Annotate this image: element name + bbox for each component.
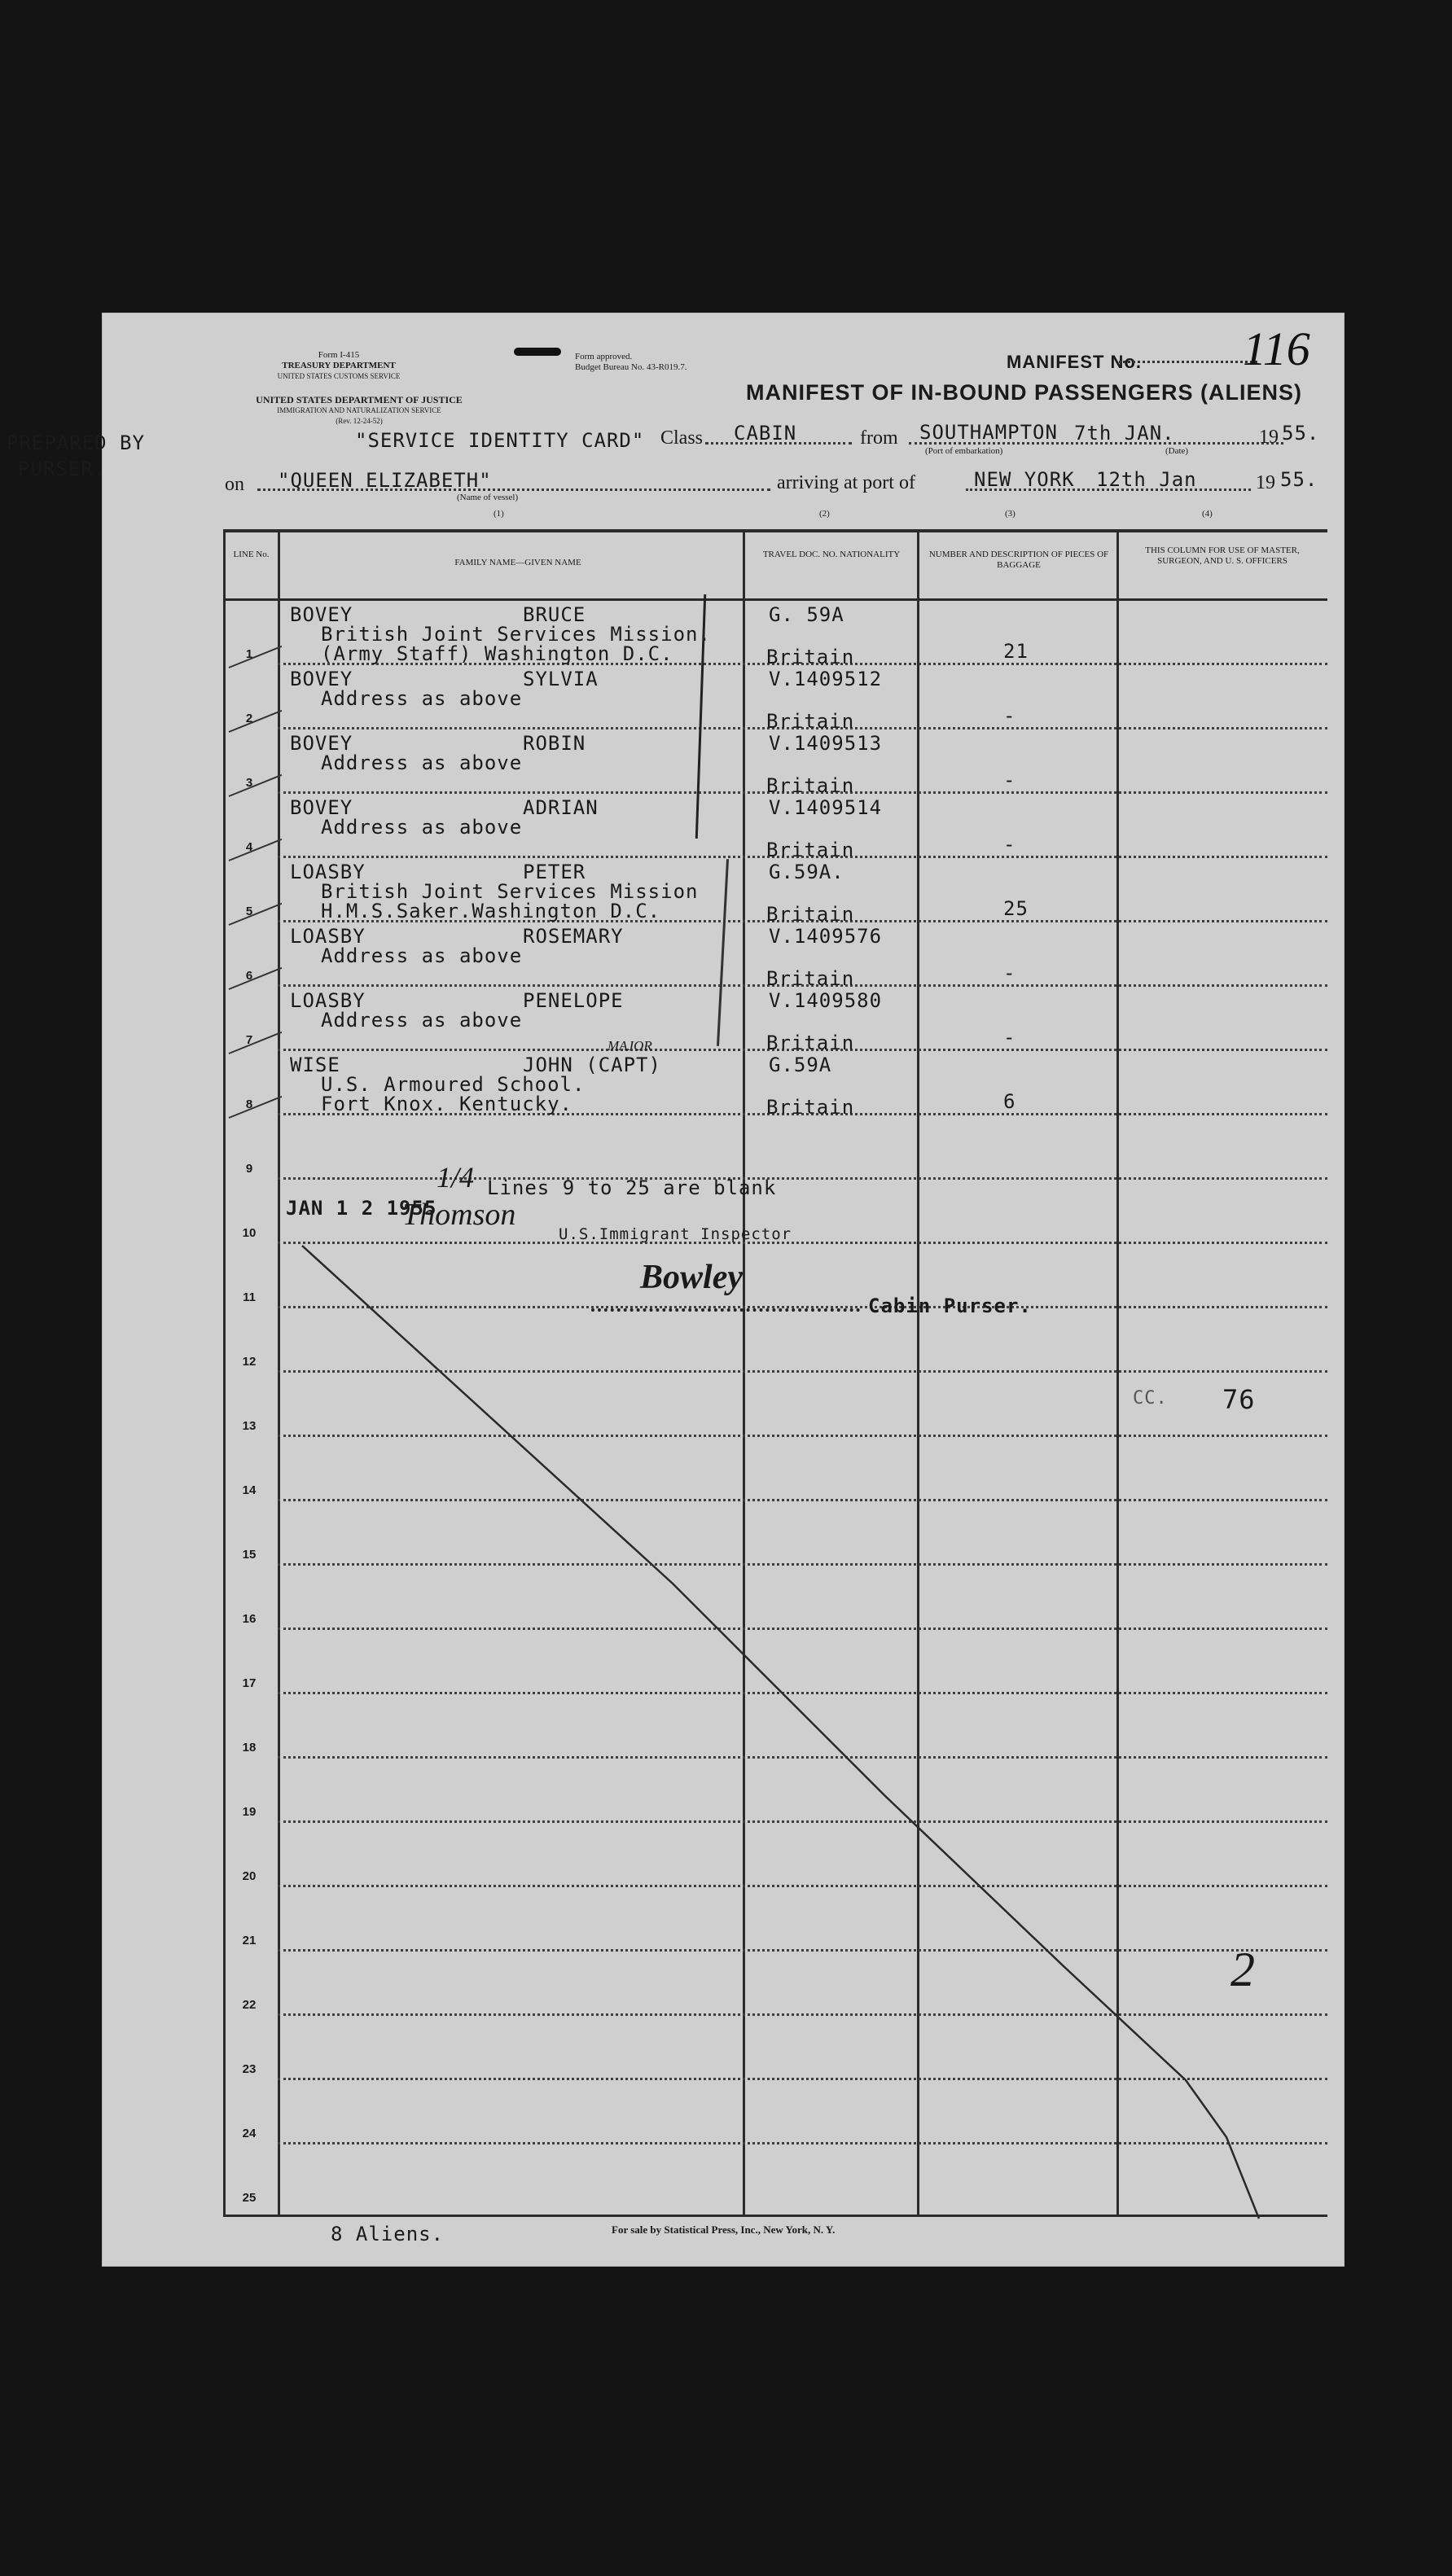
from-caption: (Port of embarkation) xyxy=(925,446,1003,456)
nationality: Britain xyxy=(766,774,855,797)
header-travel-doc: TRAVEL DOC. NO. NATIONALITY xyxy=(762,550,901,559)
row-number: 25 xyxy=(242,2191,257,2205)
family-name: LOASBY xyxy=(290,989,366,1012)
nationality: Britain xyxy=(766,839,855,861)
year-prefix: 19 xyxy=(1259,427,1279,448)
col-1-number: (1) xyxy=(494,509,504,519)
arrival-year: 55. xyxy=(1280,468,1318,491)
given-name: ROSEMARY xyxy=(523,925,624,948)
row-number: 5 xyxy=(245,905,253,918)
customs-label: UNITED STATES CUSTOMS SERVICE xyxy=(277,372,401,380)
nationality: Britain xyxy=(766,903,855,926)
row-number: 21 xyxy=(242,1934,257,1947)
family-name: BOVEY xyxy=(290,732,353,755)
row-number: 23 xyxy=(242,2062,257,2076)
nationality: Britain xyxy=(766,646,855,668)
address-line: Address as above xyxy=(321,816,523,839)
row-number: 24 xyxy=(242,2127,257,2140)
initials-mark: 1/4 xyxy=(436,1161,475,1194)
major-correction: MAJOR xyxy=(608,1038,652,1054)
form-approved: Form approved. xyxy=(575,352,633,361)
baggage-count: - xyxy=(1003,1026,1016,1049)
family-name: BOVEY xyxy=(290,668,353,690)
on-label: on xyxy=(225,474,244,495)
year-value: 55. xyxy=(1282,422,1320,445)
address-line: Address as above xyxy=(321,751,523,774)
row-number: 17 xyxy=(242,1676,257,1690)
family-name: BOVEY xyxy=(290,603,353,626)
manifest-title: MANIFEST OF IN-BOUND PASSENGERS (ALIENS) xyxy=(746,380,1303,405)
inspector-signature: Thomson xyxy=(402,1198,516,1232)
travel-doc: G.59A. xyxy=(769,861,844,883)
row-number: 11 xyxy=(243,1290,256,1304)
form-number: Form I-415 xyxy=(318,350,360,360)
departure-date: 7th JAN. xyxy=(1074,422,1175,445)
row-number: 19 xyxy=(242,1805,257,1819)
address-line: Address as above xyxy=(321,1009,523,1032)
manifest-no-value: 116 xyxy=(1243,322,1310,375)
arrival-year-prefix: 19 xyxy=(1256,472,1275,493)
row-number: 16 xyxy=(242,1612,257,1626)
baggage-count: 25 xyxy=(1003,897,1029,920)
aliens-total: 8 Aliens. xyxy=(331,2223,445,2245)
manifest-sheet xyxy=(7,313,1344,2266)
row-number: 14 xyxy=(242,1483,257,1497)
travel-doc: G.59A xyxy=(769,1054,832,1076)
baggage-count: - xyxy=(1003,833,1016,856)
cabin-purser-label: Cabin Purser. xyxy=(868,1295,1032,1317)
row-number: 8 xyxy=(245,1097,253,1111)
cancel-stroke xyxy=(103,313,1344,2266)
travel-doc: V.1409513 xyxy=(769,732,883,755)
travel-doc: V.1409580 xyxy=(769,989,883,1012)
given-name: BRUCE xyxy=(523,603,586,626)
header-name: FAMILY NAME—GIVEN NAME xyxy=(454,558,581,567)
ins-label: IMMIGRATION AND NATURALIZATION SERVICE xyxy=(277,406,441,414)
baggage-count: - xyxy=(1003,704,1016,727)
baggage-count: 21 xyxy=(1003,640,1029,663)
arriving-label: arriving at port of xyxy=(777,472,915,493)
family-name: WISE xyxy=(290,1054,340,1076)
given-name: SYLVIA xyxy=(523,668,599,690)
col-3-number: (3) xyxy=(1005,509,1016,519)
row-number: 13 xyxy=(242,1419,257,1433)
row-number: 10 xyxy=(242,1226,257,1240)
row-number: 18 xyxy=(242,1741,257,1755)
inspection-stamp-date: JAN 1 2 1955 xyxy=(286,1197,437,1220)
nationality: Britain xyxy=(766,710,855,733)
address-line: H.M.S.Saker.Washington D.C. xyxy=(321,900,661,922)
col-2-number: (2) xyxy=(819,509,830,519)
travel-doc: V.1409512 xyxy=(769,668,883,690)
nationality: Britain xyxy=(766,1096,855,1119)
row-number: 20 xyxy=(242,1869,257,1883)
from-label: from xyxy=(860,427,898,449)
family-name: LOASBY xyxy=(290,861,366,883)
row-number: 22 xyxy=(242,1998,257,2012)
address-line: Address as above xyxy=(321,687,523,710)
printer-note: For sale by Statistical Press, Inc., New York, N. Y. xyxy=(612,2223,836,2236)
given-name: PENELOPE xyxy=(523,989,624,1012)
row-number: 15 xyxy=(242,1548,257,1562)
family-name: BOVEY xyxy=(290,796,353,819)
service-identity-card: "SERVICE IDENTITY CARD" xyxy=(355,429,645,452)
budget-bureau: Budget Bureau No. 43-R019.7. xyxy=(575,362,687,372)
row-number: 2 xyxy=(245,712,253,725)
travel-doc: G. 59A xyxy=(769,603,844,626)
margin-mark: 2 xyxy=(1230,1943,1255,1996)
address-line: British Joint Services Mission xyxy=(321,880,699,903)
class-value: CABIN xyxy=(734,422,797,445)
from-value: SOUTHAMPTON xyxy=(919,421,1058,444)
nationality: Britain xyxy=(766,1032,855,1054)
code-value: 76 xyxy=(1222,1384,1256,1415)
baggage-count: 6 xyxy=(1003,1090,1016,1113)
row-number: 1 xyxy=(245,647,253,661)
row-number: 9 xyxy=(245,1162,253,1176)
rev-label: (Rev. 12-24-52) xyxy=(336,417,383,425)
class-label: Class xyxy=(660,427,704,449)
treasury-label: TREASURY DEPARTMENT xyxy=(282,361,396,370)
header-baggage: NUMBER AND DESCRIPTION OF PIECES OF BAGGAGE xyxy=(928,550,1109,570)
code-prefix: CC. xyxy=(1133,1388,1168,1408)
address-line: British Joint Services Mission. xyxy=(321,623,711,646)
vessel-caption: (Name of vessel) xyxy=(457,493,519,502)
row-number: 4 xyxy=(245,840,253,854)
nationality: Britain xyxy=(766,967,855,990)
baggage-count: - xyxy=(1003,769,1016,791)
address-line: (Army Staff) Washington D.C. xyxy=(321,642,673,665)
travel-doc: V.1409576 xyxy=(769,925,883,948)
purser-signature: Bowley xyxy=(640,1259,743,1296)
arrival-date: 12th Jan xyxy=(1096,468,1197,491)
row-number: 3 xyxy=(245,776,253,790)
travel-doc: V.1409514 xyxy=(769,796,883,819)
date-caption: (Date) xyxy=(1165,446,1189,456)
row-number: 12 xyxy=(242,1355,257,1369)
address-line: Address as above xyxy=(321,944,523,967)
row-number: 6 xyxy=(245,969,253,983)
purser-label: PURSER. xyxy=(18,458,107,480)
baggage-count: - xyxy=(1003,962,1016,984)
given-name: ADRIAN xyxy=(523,796,599,819)
address-line: Fort Knox. Kentucky. xyxy=(321,1093,572,1115)
given-name: JOHN (CAPT) xyxy=(523,1054,661,1076)
family-name: LOASBY xyxy=(290,925,366,948)
arrival-port: NEW YORK xyxy=(974,468,1075,491)
given-name: PETER xyxy=(523,861,586,883)
vessel-name: "QUEEN ELIZABETH" xyxy=(278,469,492,492)
header-line-no: LINE No. xyxy=(233,550,270,559)
row-number: 7 xyxy=(245,1033,253,1047)
header-officers: THIS COLUMN FOR USE OF MASTER, SURGEON, AND U. S. OFFICERS xyxy=(1145,545,1300,566)
inspector-title: U.S.Immigrant Inspector xyxy=(559,1225,792,1243)
col-4-number: (4) xyxy=(1202,509,1213,519)
justice-label: UNITED STATES DEPARTMENT OF JUSTICE xyxy=(256,394,463,405)
blank-lines-note: Lines 9 to 25 are blank xyxy=(487,1176,777,1199)
given-name: ROBIN xyxy=(523,732,586,755)
prepared-by: PREPARED BY xyxy=(7,432,145,454)
address-line: U.S. Armoured School. xyxy=(321,1073,586,1096)
manifest-no-label: MANIFEST No. xyxy=(1007,352,1142,372)
